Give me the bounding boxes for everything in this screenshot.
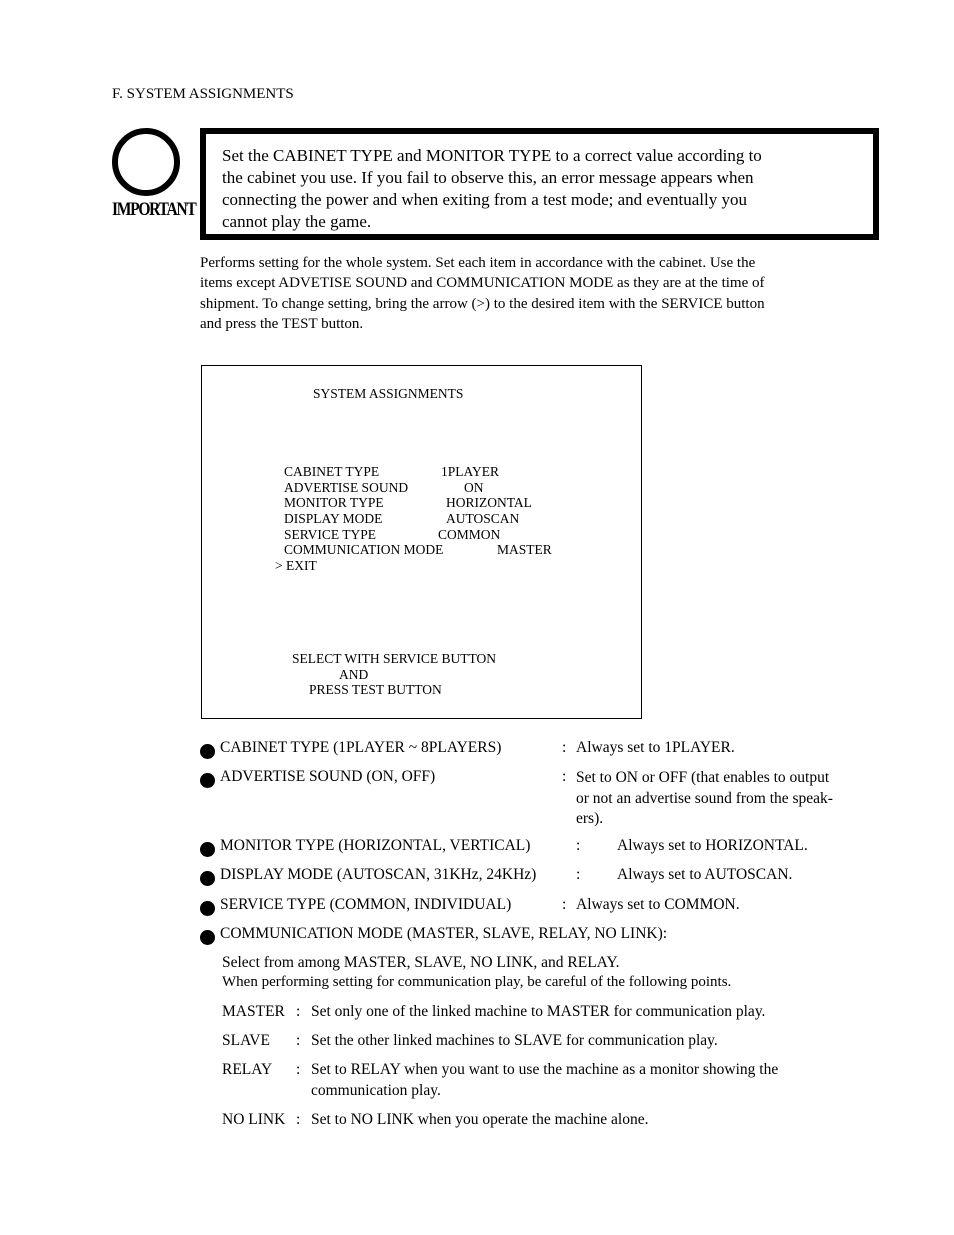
comm-mode-colon: : xyxy=(296,1032,301,1049)
setting-desc xyxy=(576,768,876,830)
intro-line: Performs setting for the whole system. Set each item in accordance with the cabinet. Use the xyxy=(200,255,756,271)
screen-footer: SELECT WITH SERVICE BUTTON xyxy=(292,651,497,666)
warning-line: connecting the power and when exiting from a test mode; and eventually you xyxy=(222,190,747,209)
important-label: IMPORTANT xyxy=(112,199,196,220)
intro-line: shipment. To change setting, bring the arrow (>) to the desired item with the SERVICE button xyxy=(200,295,765,312)
comm-mode-colon: : xyxy=(296,1061,301,1078)
screen-item-value: AUTOSCAN xyxy=(446,511,520,526)
setting-desc-line: or not an advertise sound from the speak- xyxy=(576,789,833,807)
screen-item-value: HORIZONTAL xyxy=(446,495,532,510)
warning-line: Set the CABINET TYPE and MONITOR TYPE to a correct value according to xyxy=(222,146,762,165)
warning-line: the cabinet you use. If you fail to observe this, an error message appears when xyxy=(222,168,754,187)
setting-colon: : xyxy=(562,896,567,913)
bullet-icon xyxy=(200,744,215,759)
comm-mode-name: MASTER xyxy=(222,1003,285,1020)
warning-text xyxy=(222,145,834,233)
section-title: F. SYSTEM ASSIGNMENTS xyxy=(112,86,294,102)
screen-item-label: CABINET TYPE xyxy=(284,464,380,479)
warning-line: cannot play the game. xyxy=(222,212,372,231)
screen-exit-item: > EXIT xyxy=(275,558,317,573)
comm-intro-line: When performing setting for communication play, be careful of the following points. xyxy=(222,974,732,990)
bullet-icon xyxy=(200,842,215,857)
test-screen-figure xyxy=(201,365,642,719)
comm-mode-desc: Set only one of the linked machine to MASTER for communication play. xyxy=(311,1003,766,1020)
intro-paragraph xyxy=(200,253,860,334)
important-icon xyxy=(112,128,196,224)
setting-desc: Always set to 1PLAYER. xyxy=(576,739,735,756)
bullet-icon xyxy=(200,871,215,886)
comm-mode-colon: : xyxy=(296,1111,301,1128)
setting-desc: Always set to HORIZONTAL. xyxy=(617,837,808,854)
comm-mode-desc: Set to RELAY when you want to use the machine as a monitor showing the xyxy=(311,1061,779,1078)
screen-footer: PRESS TEST BUTTON xyxy=(309,682,442,697)
bullet-icon xyxy=(200,901,215,916)
setting-term: ADVERTISE SOUND (ON, OFF) xyxy=(220,768,436,785)
intro-line: and press the TEST button. xyxy=(200,315,364,332)
comm-mode-colon: : xyxy=(296,1003,301,1020)
screen-item-label: DISPLAY MODE xyxy=(284,511,383,526)
intro-line: items except ADVETISE SOUND and COMMUNICATION MODE as they are at the time of xyxy=(200,275,765,292)
warning-box xyxy=(200,128,879,240)
setting-desc-line: Set to ON or OFF (that enables to output xyxy=(576,769,830,786)
screen-item-value: COMMON xyxy=(438,527,501,542)
setting-desc: Always set to COMMON. xyxy=(576,896,740,913)
comm-mode-name: RELAY xyxy=(222,1061,273,1078)
setting-desc: Always set to AUTOSCAN. xyxy=(617,866,793,883)
comm-mode-desc: Set the other linked machines to SLAVE for communication play. xyxy=(311,1032,718,1049)
bullet-icon xyxy=(200,930,215,945)
screen-footer: AND xyxy=(339,667,369,682)
important-circle-icon xyxy=(112,128,180,196)
setting-term: MONITOR TYPE (HORIZONTAL, VERTICAL) xyxy=(220,837,531,854)
setting-colon: : xyxy=(562,739,567,756)
comm-intro-line: Select from among MASTER, SLAVE, NO LINK, and RELAY. xyxy=(222,954,620,971)
screen-item-label: COMMUNICATION MODE xyxy=(284,542,444,557)
comm-mode-name: NO LINK xyxy=(222,1111,286,1128)
comm-mode-desc: communication play. xyxy=(311,1082,441,1099)
screen-item-value: 1PLAYER xyxy=(441,464,500,479)
setting-term: CABINET TYPE (1PLAYER ~ 8PLAYERS) xyxy=(220,739,502,756)
comm-mode-desc: Set to NO LINK when you operate the machine alone. xyxy=(311,1111,649,1128)
screen-item-label: SERVICE TYPE xyxy=(284,527,377,542)
comm-mode-name: SLAVE xyxy=(222,1032,270,1049)
setting-term: DISPLAY MODE (AUTOSCAN, 31KHz, 24KHz) xyxy=(220,866,537,883)
setting-desc-line: ers). xyxy=(576,810,604,827)
setting-colon: : xyxy=(576,837,581,854)
setting-term: COMMUNICATION MODE (MASTER, SLAVE, RELAY, NO LINK): xyxy=(220,925,668,942)
screen-item-value: MASTER xyxy=(497,542,552,557)
setting-colon: : xyxy=(576,866,581,883)
screen-item-label: MONITOR TYPE xyxy=(284,495,384,510)
screen-item-value: ON xyxy=(464,480,484,495)
screen-title: SYSTEM ASSIGNMENTS xyxy=(313,386,464,401)
setting-colon: : xyxy=(562,768,567,785)
bullet-icon xyxy=(200,773,215,788)
screen-item-label: ADVERTISE SOUND xyxy=(284,480,409,495)
setting-term: SERVICE TYPE (COMMON, INDIVIDUAL) xyxy=(220,896,512,913)
